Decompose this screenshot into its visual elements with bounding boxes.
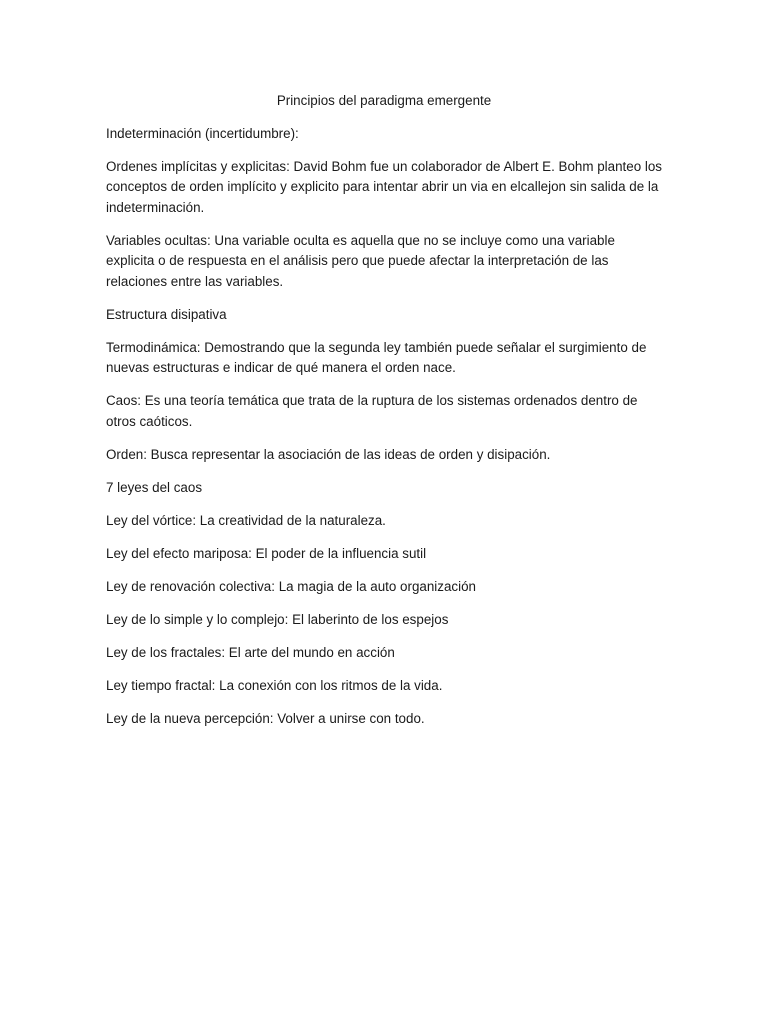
paragraph-variables-ocultas: Variables ocultas: Una variable oculta es aquella que no se incluye como una variable explicita o de respuesta en el análisis pero que puede afectar la interpretación de las relaciones entre las variables. — [106, 232, 615, 289]
document-title: Principios del paradigma emergente — [276, 93, 492, 108]
paragraph-ley-renovacion: Ley de renovación colectiva: La magia de la auto organización — [106, 578, 476, 594]
paragraph-ley-nueva-percepcion: Ley de la nueva percepción: Volver a unirse con todo. — [106, 710, 425, 726]
paragraph-ley-efecto-mariposa: Ley del efecto mariposa: El poder de la influencia sutil — [106, 545, 427, 561]
paragraph-termodinamica: Termodinámica: Demostrando que la segunda ley también puede señalar el surgimiento de nuevas estructuras e indicar de qué manera el orden nace. — [106, 339, 647, 375]
paragraph-7-leyes: 7 leyes del caos — [106, 479, 203, 495]
paragraph-orden: Orden: Busca representar la asociación de las ideas de orden y disipación. — [106, 446, 551, 462]
paragraph-indeterminacion: Indeterminación (incertidumbre): — [106, 125, 299, 141]
paragraph-ley-simple-complejo: Ley de lo simple y lo complejo: El laberinto de los espejos — [106, 611, 449, 627]
paragraph-ley-fractales: Ley de los fractales: El arte del mundo en acción — [106, 644, 395, 660]
paragraph-estructura-disipativa: Estructura disipativa — [106, 306, 227, 322]
paragraph-ley-tiempo-fractal: Ley tiempo fractal: La conexión con los ritmos de la vida. — [106, 677, 443, 693]
paragraph-ley-vortice: Ley del vórtice: La creatividad de la naturaleza. — [106, 512, 386, 528]
paragraph-caos: Caos: Es una teoría temática que trata de la ruptura de los sistemas ordenados dentro de otros caóticos. — [106, 393, 638, 429]
paragraph-ordenes: Ordenes implícitas y explicitas: David Bohm fue un colaborador de Albert E. Bohm planteo los conceptos de orden implícito y explicito para intentar abrir un via en elcallejon sin salida de la indeterminación. — [106, 158, 662, 215]
